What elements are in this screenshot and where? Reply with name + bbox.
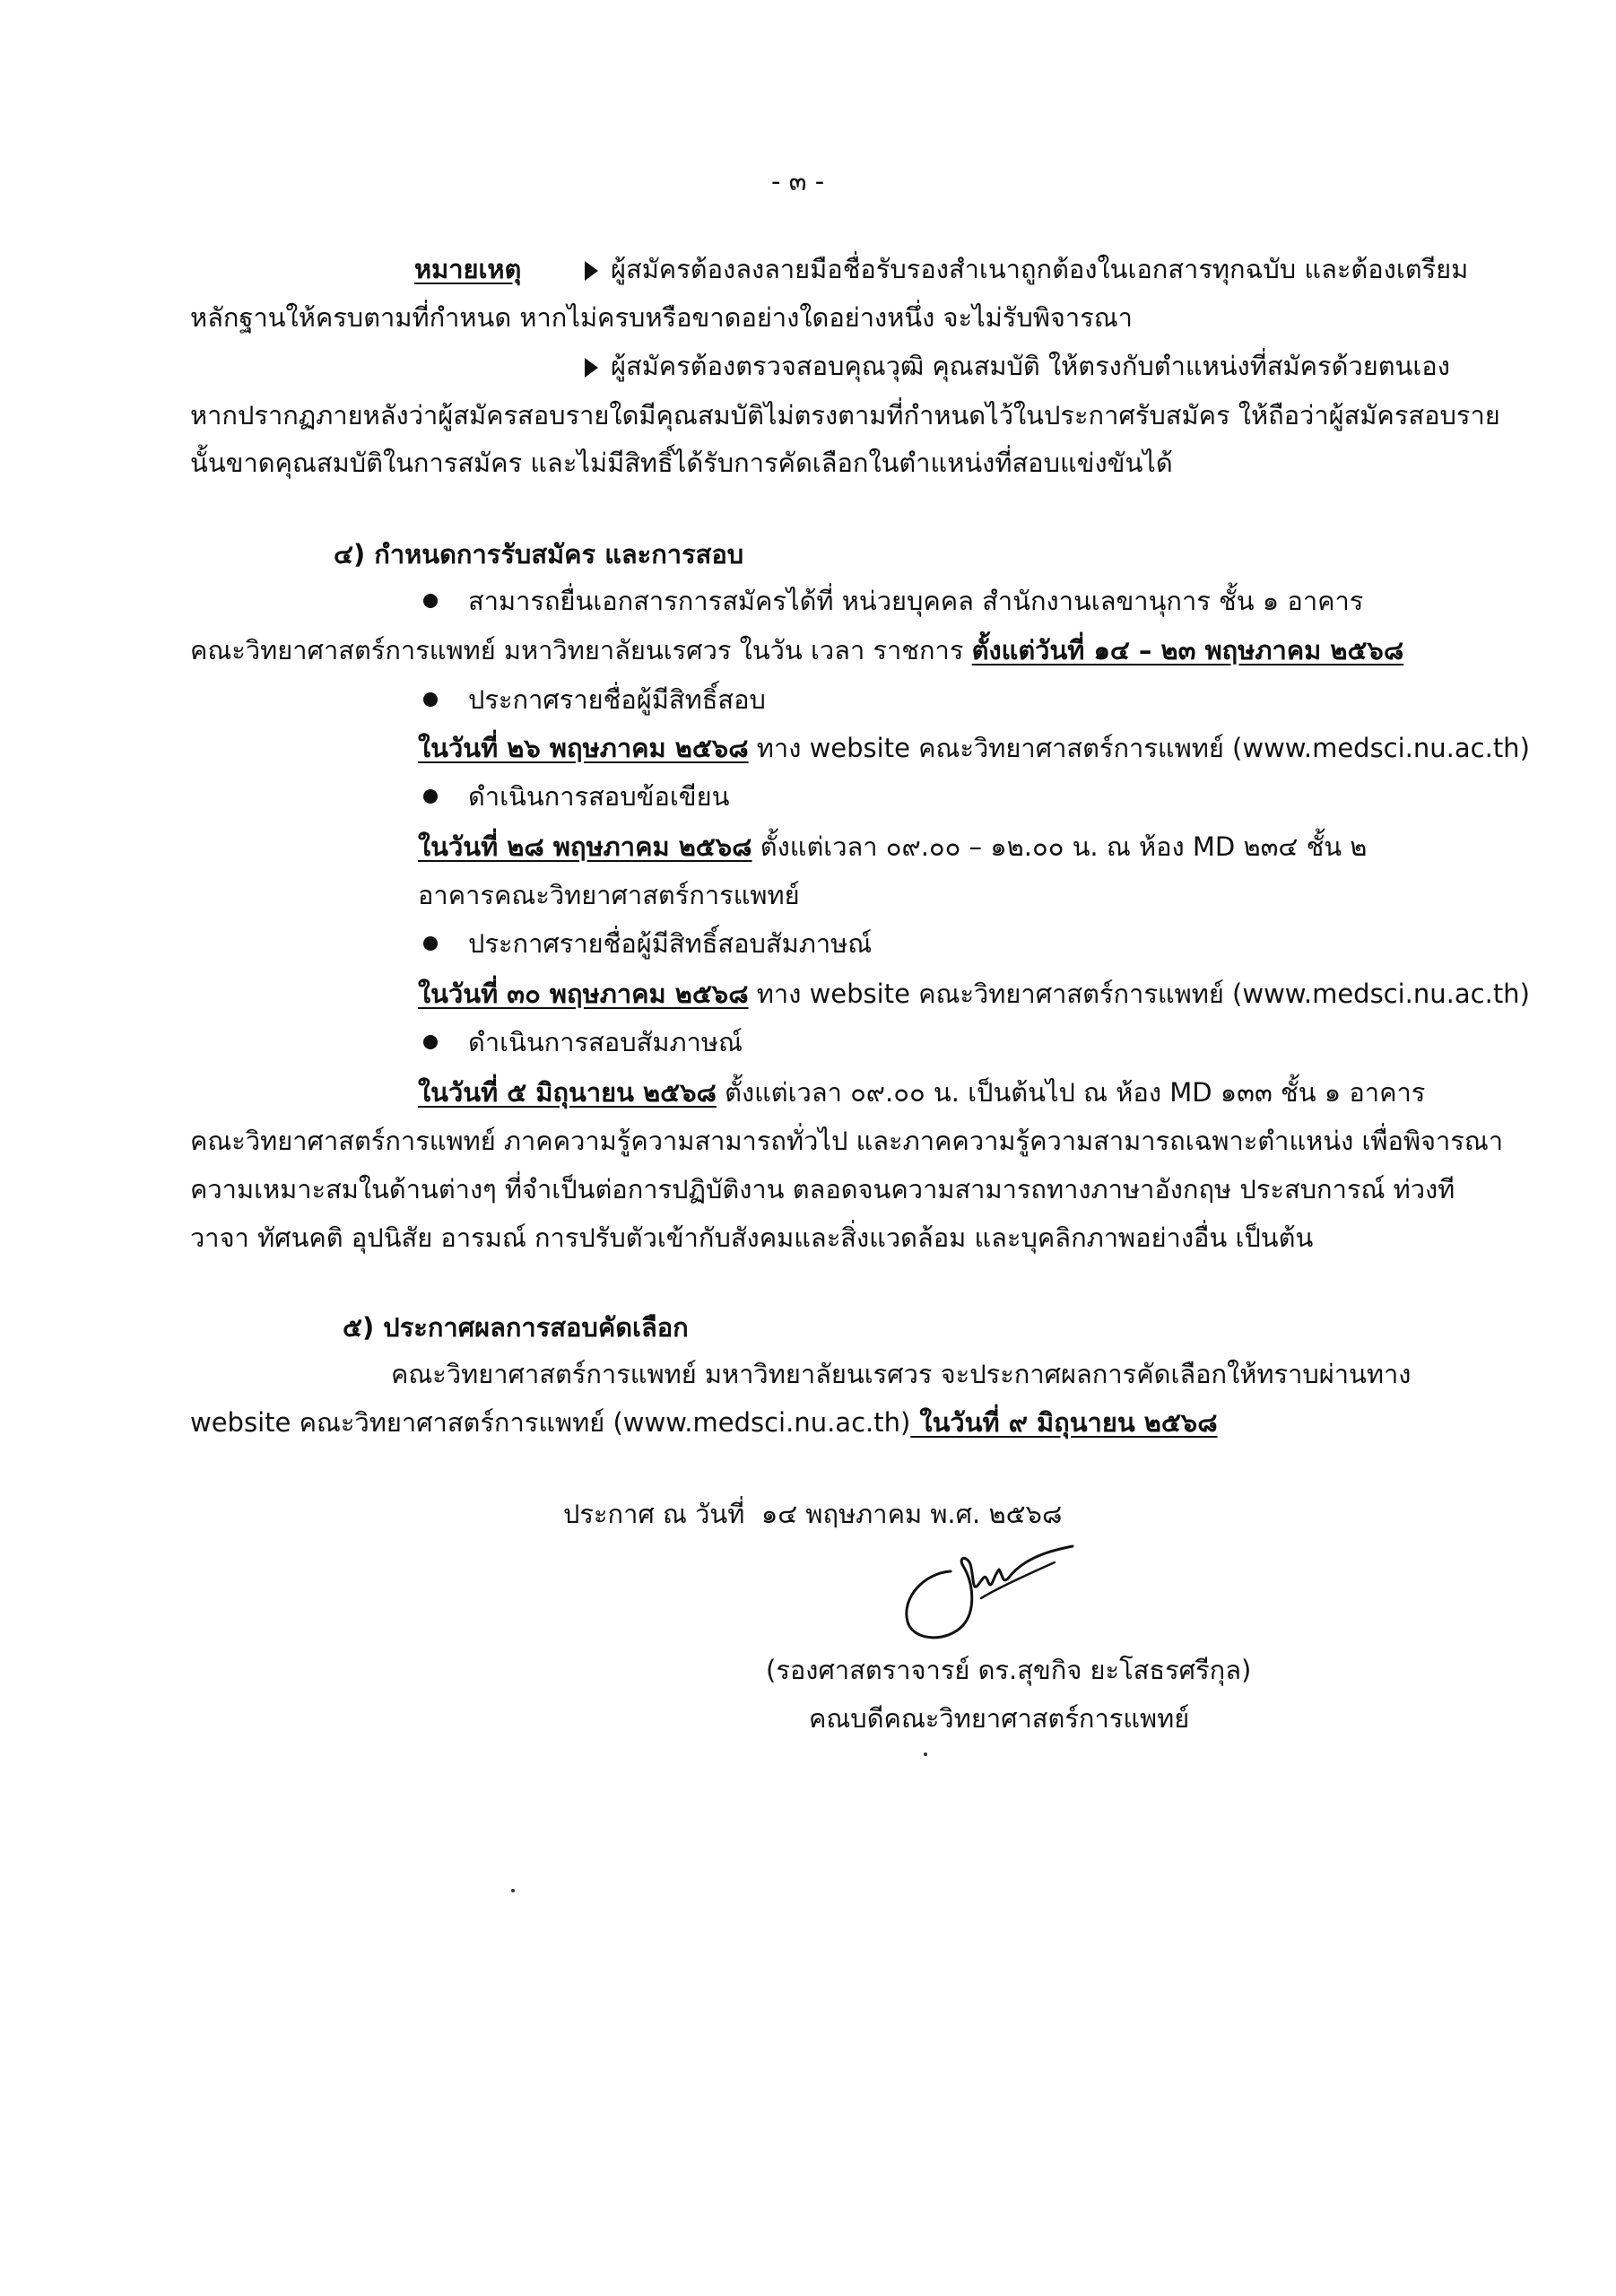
bullet-2-line-1: ประกาศรายชื่อผู้มีสิทธิ์สอบ bbox=[423, 682, 766, 718]
announcement-date: ประกาศ ณ วันที่ ๑๔ พฤษภาคม พ.ศ. ๒๕๖๘ bbox=[563, 1499, 1063, 1529]
note-label: หมายเหตุ bbox=[414, 254, 522, 284]
bullet-3-line-1: ดำเนินการสอบข้อเขียน bbox=[423, 778, 729, 814]
bullet-5-line-5: วาจา ทัศนคติ อุปนิสัย อารมณ์ การปรับตัวเข้ากับสังคมและสิ่งแวดล้อม และบุคลิกภาพอย่างอื่น เป็นต้น bbox=[190, 1222, 1314, 1253]
note-item-2-line-2: หากปรากฏภายหลังว่าผู้สมัครสอบรายใดมีคุณสมบัติไม่ตรงตามที่กำหนดไว้ในประกาศรับสมัคร ให้ถือว่าผู้สมัครสอบราย bbox=[190, 400, 1500, 430]
signatory-position: คณบดีคณะวิทยาศาสตร์การแพทย์ bbox=[809, 1703, 1190, 1734]
bullet-5-line-1: ดำเนินการสอบสัมภาษณ์ bbox=[423, 1024, 743, 1060]
note-item-1-line-1: ผู้สมัครต้องลงลายมือชื่อรับรองสำเนาถูกต้องในเอกสารทุกฉบับ และต้องเตรียม bbox=[585, 251, 1468, 287]
bullet-5-line-3: คณะวิทยาศาสตร์การแพทย์ ภาคความรู้ความสามารถทั่วไป และภาคความรู้ความสามารถเฉพาะตำแหน่ง เพื่อพิจารณา bbox=[190, 1126, 1504, 1156]
bullet-icon bbox=[423, 692, 438, 707]
note-item-2-line-3: นั้นขาดคุณสมบัติในการสมัคร และไม่มีสิทธิ์ได้รับการคัดเลือกในตำแหน่งที่สอบแข่งขันได้ bbox=[190, 448, 1173, 478]
section-4-heading: ๔) กำหนดการรับสมัคร และการสอบ bbox=[334, 539, 744, 570]
bullet-icon bbox=[423, 789, 438, 804]
bullet-4-line-2: ในวันที่ ๓๐ พฤษภาคม ๒๕๖๘ ทาง website คณะวิทยาศาสตร์การแพทย์ (www.medsci.nu.ac.th) bbox=[418, 978, 1530, 1009]
section-5-heading: ๕) ประกาศผลการสอบคัดเลือก bbox=[343, 1312, 689, 1343]
bullet-5-line-4: ความเหมาะสมในด้านต่างๆ ที่จำเป็นต่อการปฏิบัติงาน ตลอดจนความสามารถทางภาษาอังกฤษ ประสบการณ์ ท่วงที bbox=[190, 1174, 1455, 1205]
scan-speck bbox=[511, 1889, 515, 1892]
bullet-icon bbox=[423, 1035, 438, 1049]
triangle-bullet-icon bbox=[585, 358, 598, 378]
bullet-1-line-1: สามารถยื่นเอกสารการสมัครได้ที่ หน่วยบุคคล สำนักงานเลขานุการ ชั้น ๑ อาคาร bbox=[423, 583, 1363, 619]
note-item-2-line-1: ผู้สมัครต้องตรวจสอบคุณวุฒิ คุณสมบัติ ให้ตรงกับตำแหน่งที่สมัครด้วยตนเอง bbox=[585, 348, 1450, 384]
note-item-1-line-2: หลักฐานให้ครบตามที่กำหนด หากไม่ครบหรือขาดอย่างใดอย่างหนึ่ง จะไม่รับพิจารณา bbox=[190, 302, 1133, 333]
bullet-5-line-2: ในวันที่ ๕ มิถุนายน ๒๕๖๘ ตั้งแต่เวลา ๐๙.๐๐ น. เป็นต้นไป ณ ห้อง MD ๑๓๓ ชั้น ๑ อาคาร bbox=[418, 1077, 1426, 1108]
triangle-bullet-icon bbox=[585, 261, 598, 281]
page-number: - ๓ - bbox=[771, 166, 825, 196]
scan-speck bbox=[924, 1752, 927, 1756]
signatory-name: (รองศาสตราจารย์ ดร.สุขกิจ ยะโสธรศรีกุล) bbox=[766, 1655, 1252, 1685]
bullet-3-line-2: ในวันที่ ๒๘ พฤษภาคม ๒๕๖๘ ตั้งแต่เวลา ๐๙.๐๐ – ๑๒.๐๐ น. ณ ห้อง MD ๒๓๔ ชั้น ๒ bbox=[418, 831, 1368, 862]
bullet-1-line-2: คณะวิทยาศาสตร์การแพทย์ มหาวิทยาลัยนเรศวร ในวัน เวลา ราชการ ตั้งแต่วันที่ ๑๔ – ๒๓ พฤษภาคม ๒๕๖๘ bbox=[190, 635, 1404, 665]
bullet-icon bbox=[423, 594, 438, 608]
signature-icon bbox=[888, 1535, 1085, 1652]
bullet-icon bbox=[423, 936, 438, 951]
bullet-3-line-3: อาคารคณะวิทยาศาสตร์การแพทย์ bbox=[418, 880, 800, 910]
bullet-4-line-1: ประกาศรายชื่อผู้มีสิทธิ์สอบสัมภาษณ์ bbox=[423, 926, 872, 961]
bullet-2-line-2: ในวันที่ ๒๖ พฤษภาคม ๒๕๖๘ ทาง website คณะวิทยาศาสตร์การแพทย์ (www.medsci.nu.ac.th) bbox=[418, 733, 1530, 763]
section-5-line-2: website คณะวิทยาศาสตร์การแพทย์ (www.medsci.nu.ac.th) ในวันที่ ๙ มิถุนายน ๒๕๖๘ bbox=[190, 1407, 1218, 1438]
section-5-line-1: คณะวิทยาศาสตร์การแพทย์ มหาวิทยาลัยนเรศวร จะประกาศผลการคัดเลือกให้ทราบผ่านทาง bbox=[391, 1359, 1412, 1389]
